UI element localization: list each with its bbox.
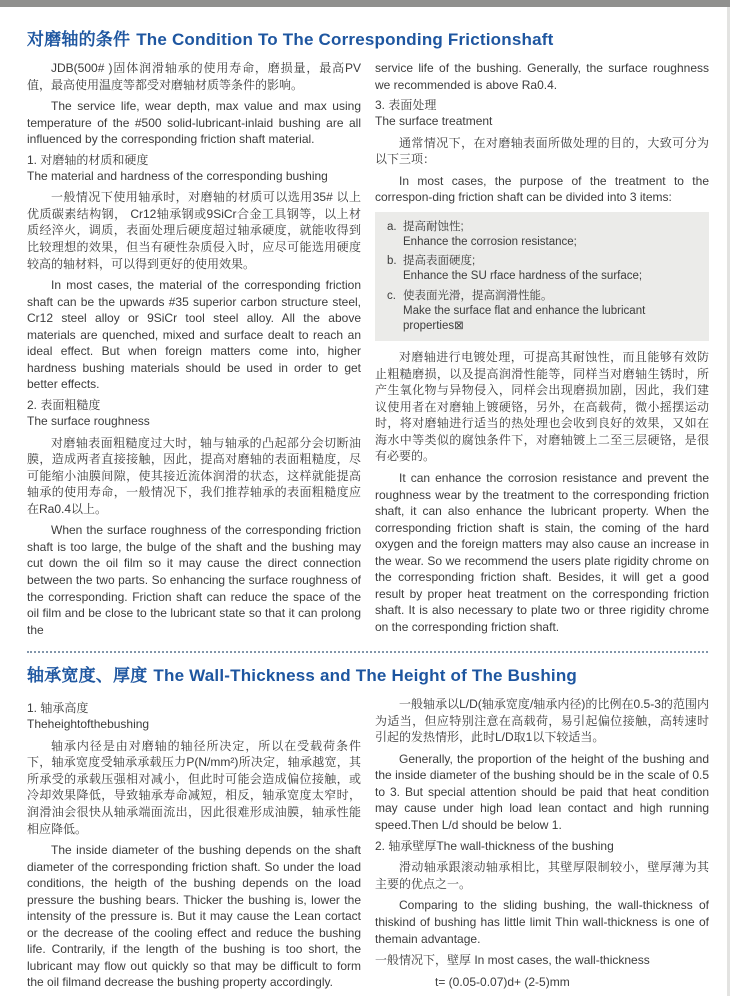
subheading-cn: 1. 轴承高度	[27, 701, 89, 716]
list-item-c	[387, 289, 699, 335]
item-text-en: Enhance the SU rface hardness of the surface;	[403, 270, 643, 283]
section1-right-column	[375, 60, 709, 643]
item-label: a.	[387, 220, 397, 233]
item-body	[403, 220, 699, 250]
paragraph-en-material: In most cases, the material of the corresponding friction shaft can be the upwards #35 superior carbon structure steel, Cr12 steel alloy or 9SiCr tool steel alloy. All the above materials are quenched, mixed and surface dealt to reach an ideal effect. But when foreign matters come into, higher hardness bushing materials should be used in order to get better effects.	[27, 278, 361, 392]
section2-title	[27, 661, 710, 686]
item-body	[403, 289, 699, 335]
paragraph-cn-sliding-bushing: 滑动轴承跟滚动轴承相比，其壁厚限制较小，壁厚薄为其主要的优点之一。	[375, 860, 709, 891]
item-text-cn: 使表面光滑，提高润滑性能。	[403, 289, 553, 302]
paragraph-wall-thickness-note: 一般情况下，壁厚 In most cases, the wall-thickness	[375, 953, 650, 968]
subheading-bushing-height	[27, 701, 361, 733]
subheading-en: The surface roughness	[27, 413, 150, 428]
item-label: b.	[387, 255, 397, 268]
paragraph-cn-inner-diameter: 轴承内径是由对磨轴的轴径所决定，所以在受载荷条件下，轴承宽度受轴承承载压力P(N/mm²)所决定，轴承越宽，其所承受的承载压强相对减小，但此时可能会造成偏位接触，或冷却效果降低，导致轴承寿命减短，相反，轴承宽度太窄时，润滑油会很快从轴承端面流出，因此很难形成油膜，轴承性能相应降低。	[27, 738, 361, 836]
paragraph-en-ld-ratio: Generally, the proportion of the height of the bushing and the inside diameter of the bushing should be in the scale of 0.5 to 3. But special attention should be paid that heat condition may cause under high load lean contact and high running speed.Then L/d should be below 1.	[375, 751, 709, 832]
subheading-en: The material and hardness of the corresponding bushing	[27, 168, 328, 183]
document-page	[0, 7, 730, 996]
page-top-border	[0, 0, 730, 7]
paragraph-cn-ld-ratio: 一般轴承以L/D(轴承宽度/轴承内径)的比例在0.5-3的范围内为适当，但应特别注意在高载荷，易引起偏位接触，高转速时引起的发热情形，此时L/D取1以下较适当。	[375, 697, 709, 745]
subheading-surface-treatment	[375, 98, 709, 130]
subheading-mixed: 2. 轴承壁厚The wall-thickness of the bushing	[375, 838, 614, 853]
paragraph-cn-intro: JDB(500# )固体润滑轴承的使用寿命，磨损量，最高PV值，最高使用温度等都受对磨轴材质等条件的影响。	[27, 61, 361, 92]
item-text-cn: 提高耐蚀性;	[403, 220, 464, 233]
paragraph-cn-treatment-purpose: 通常情况下，在对磨轴表面所做处理的目的，大致可分为以下三项：	[375, 135, 709, 167]
paragraph-en-intro: The service life, wear depth, max value and max using temperature of the #500 solid-lubricant-inlaid bushing are all influenced by the corresponding friction shaft material.	[27, 99, 361, 147]
subheading-material-hardness	[27, 153, 361, 185]
paragraph-cn-plating: 对磨轴进行电镀处理，可提高其耐蚀性，而且能够有效防止粗糙磨损，以及提高润滑性能等，同样当对磨轴生锈时，所产生氧化物与异物侵入，同样会出现磨损加剧，因此，我们建议使用者在对磨轴上镀硬铬，另外，在高载荷，微小摇摆运动时，将对磨轴进行适当的热处理也会收到良好的效果，又如在海水中等类似的腐蚀条件下，对磨轴镀上二至三层硬铬，是很有必要的。	[375, 350, 709, 464]
paragraph-en-sliding-bushing: Comparing to the sliding bushing, the wall-thickness of thiskind of bushing has little limit Thin wall-thickness is one of themain advantage.	[375, 898, 709, 946]
subheading-wall-thickness	[375, 839, 709, 855]
paragraph-en-treatment-purpose: In most cases, the purpose of the treatment to the correspon-ding friction shaft can be divided into 3 items:	[375, 173, 709, 205]
subheading-cn: 1. 对磨轴的材质和硬度	[27, 152, 149, 167]
subheading-cn: 2. 表面粗糙度	[27, 397, 101, 412]
section2-title-cn: 轴承宽度、厚度	[27, 666, 148, 686]
item-text-en: Make the surface flat and enhance the lubricant properties⊠	[403, 304, 646, 332]
section2-right-column	[375, 696, 709, 996]
subheading-en: The surface treatment	[375, 113, 493, 128]
list-item-a	[387, 220, 699, 250]
section1-columns	[27, 60, 710, 643]
section1-title-cn: 对磨轴的条件	[27, 30, 131, 49]
item-label: c.	[387, 289, 396, 302]
paragraph-en-inner-diameter: The inside diameter of the bushing depends on the shaft diameter of the corresponding friction shaft. So under the load conditions, the heigth of the bushing depends on the load pressure the bushing bears. Thicker the bushing is, lower the intensity of the pressure is. But it may cause the Lean cortact or the decrease of the cooling effect and reduce the bushing life. Contrarily, if the length of the bushing is too short, the lubricant may flow out quickly so that may be difficult to form the oil filmand decrease the bushing property accordingly.	[27, 843, 361, 990]
section1-left-column	[27, 60, 361, 643]
treatment-items-box	[375, 212, 709, 341]
section1-title	[27, 25, 710, 50]
section2-left-column	[27, 696, 361, 996]
section2-columns	[27, 696, 710, 996]
paragraph-en-plating: It can enhance the corrosion resistance and prevent the roughness wear by the treatment to the corresponding friction shaft, it can also enhance the lubricant property. When the corresponding friction shaft is stain, the coming of the hard oxygen and the foreign matters may also cause an increase in the wear. So we recommend the users plate rigidity chrome on the corresponding friction shaft. Besides, it will get a good result by proper heat treatment on the corresponding friction shaft. It is also necessary to plate two or three rigidity chrome on the corresponding friction shaft.	[375, 470, 709, 634]
section1-title-en: The Condition To The Corresponding Frictionshaft	[136, 30, 554, 49]
list-item-b	[387, 254, 699, 284]
wall-thickness-formula: t= (0.05-0.07)d+ (2-5)mm	[435, 974, 570, 989]
paragraph-cn-material: 一般情况下使用轴承时，对磨轴的材质可以选用35# 以上优质碳素结构钢， Cr12轴承钢或9SiCr合金工具钢等，以上材质经淬火，调质，表面处理后硬度超过轴承硬度，就能收得到比较理想的效果，但当有硬性杂质侵入时，应尽可能选用硬度较高的轴材料，可以得到更好的使用效果。	[27, 190, 361, 271]
paragraph-cn-roughness: 对磨轴表面粗糙度过大时，轴与轴承的凸起部分会切断油膜，造成两者直接接触，因此，提高对磨轴的表面粗糙度，尽可能缩小油膜间隙，使其接近流体润滑的状态，这样就能提高轴承的使用寿命，一般情况下，我们推荐轴承的表面粗糙度应在Ra0.4以上。	[27, 435, 361, 516]
dotted-divider	[27, 651, 708, 653]
item-body	[403, 254, 699, 284]
section-wall-thickness-height	[27, 661, 710, 996]
section2-title-en: The Wall-Thickness and The Height of The Bushing	[153, 666, 578, 686]
item-text-cn: 提高表面硬度;	[403, 255, 476, 268]
subheading-surface-roughness	[27, 398, 361, 430]
subheading-en: Theheightofthebushing	[27, 717, 150, 731]
paragraph-en-roughness-cont: service life of the bushing. Generally, the surface roughness we recommended is above Ra0.4.	[375, 61, 709, 92]
paragraph-en-roughness: When the surface roughness of the corresponding friction shaft is too large, the bulge of the shaft and the bushing may cut down the oil film so it may cause the direct connection between the two parts. So enhancing the surface roughness of the corresponding. Friction shaft can reduce the space of the oil film and be close to the lubricant state so that it can prolong the	[27, 523, 361, 637]
item-text-en: Enhance the corrosion resistance;	[403, 236, 577, 249]
subheading-cn: 3. 表面处理	[375, 98, 437, 113]
section-friction-shaft-condition	[27, 25, 710, 643]
